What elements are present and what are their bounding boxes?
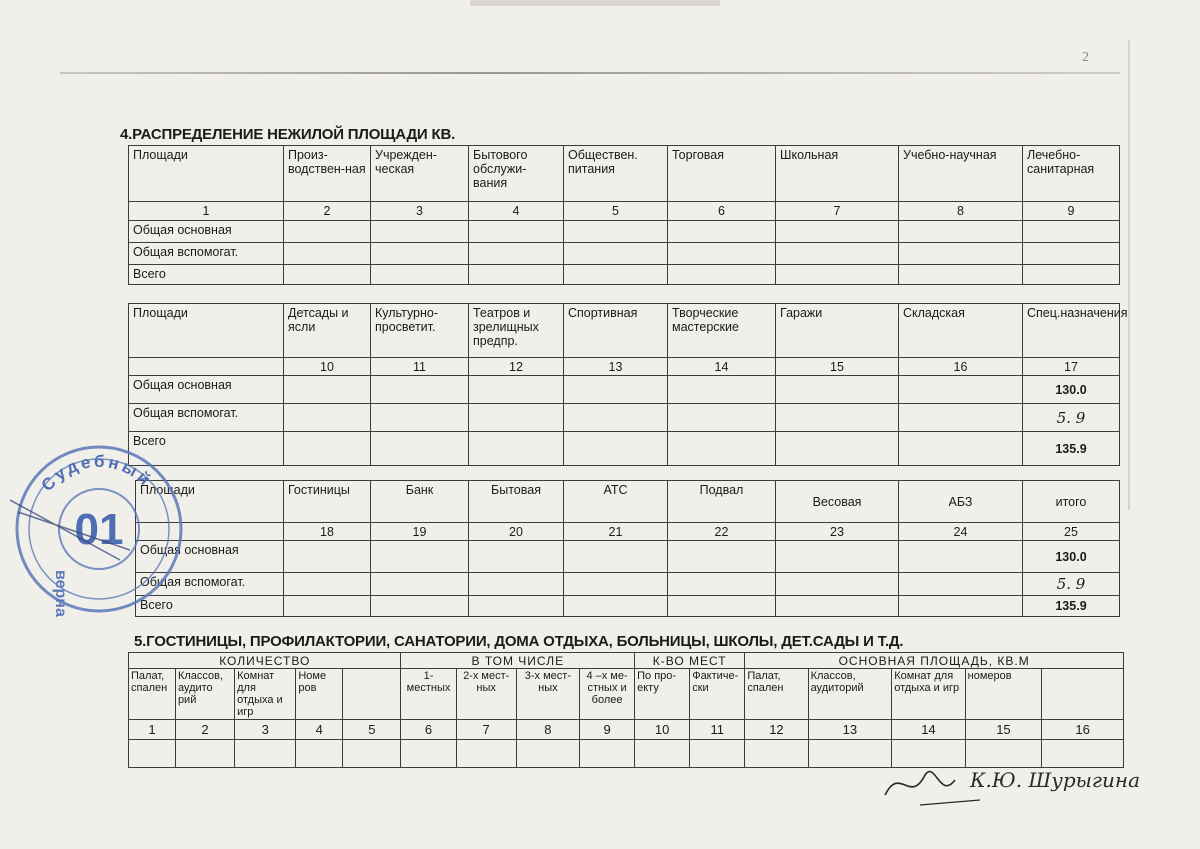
certification-side-text xyxy=(36,560,69,700)
t3-value-auxiliary: 5. 9 xyxy=(1023,573,1120,596)
t2-col-number: 13 xyxy=(564,358,668,376)
t3-col-number: 21 xyxy=(564,523,668,541)
t2-col-number: 15 xyxy=(776,358,899,376)
t1-header-consumer-services: Бытового обслужи-вания xyxy=(469,146,564,202)
t2-col-number: 17 xyxy=(1023,358,1120,376)
table-row xyxy=(136,596,1120,617)
table-row xyxy=(129,404,1120,432)
t4-col-number: 6 xyxy=(401,720,456,740)
t1-header-institutional: Учрежден-ческая xyxy=(371,146,469,202)
t4-col-number: 1 xyxy=(129,720,176,740)
t2-header-areas: Площади xyxy=(129,304,284,358)
table3-number-row xyxy=(136,523,1120,541)
t2-header-workshops: Творческие мастерские xyxy=(668,304,776,358)
stamp-center-number: 01 xyxy=(74,505,124,554)
t4-col-number: 11 xyxy=(690,720,745,740)
t4-subheader: 3-х мест-ных xyxy=(516,669,579,720)
nonresidential-table-1 xyxy=(128,145,1120,285)
table1-number-row xyxy=(129,202,1120,221)
t3-header-bank: Банк xyxy=(371,481,469,523)
t4-subheader: Номе ров xyxy=(296,669,343,720)
t3-col-number: 23 xyxy=(776,523,899,541)
t2-col-number: 11 xyxy=(371,358,469,376)
table1-header-row xyxy=(129,146,1120,202)
corner-number: 2 xyxy=(1082,50,1089,65)
t3-value-main: 130.0 xyxy=(1023,541,1120,573)
t3-value-total: 135.9 xyxy=(1023,596,1120,617)
handwritten-signature xyxy=(880,755,1141,815)
side-verification-text: верна xyxy=(52,570,69,617)
row-label-main: Общая основная xyxy=(136,541,284,573)
row-label-total: Всего xyxy=(129,432,284,466)
t1-col-number: 5 xyxy=(564,202,668,221)
table-row xyxy=(129,221,1120,243)
section4-title: 4.РАСПРЕДЕЛЕНИЕ НЕЖИЛОЙ ПЛОЩАДИ КВ. xyxy=(120,126,456,143)
row-label-main: Общая основная xyxy=(129,376,284,404)
t2-col-number xyxy=(129,358,284,376)
group-main-area: ОСНОВНАЯ ПЛОЩАДЬ, КВ.М xyxy=(745,653,1124,669)
t4-subheader: Палат, спален xyxy=(129,669,176,720)
nonresidential-table-2 xyxy=(128,303,1128,466)
t4-col-number: 16 xyxy=(1042,720,1124,740)
t4-col-number: 14 xyxy=(892,720,965,740)
t4-subheader: Фактиче-ски xyxy=(690,669,745,720)
table-row xyxy=(136,573,1120,596)
t1-col-number: 6 xyxy=(668,202,776,221)
t2-value-auxiliary: 5. 9 xyxy=(1023,404,1120,432)
t1-col-number: 8 xyxy=(899,202,1023,221)
t2-header-warehouse: Складская xyxy=(899,304,1023,358)
t4-col-number: 13 xyxy=(808,720,892,740)
t4-subheader: Комнат для отдыха и игр xyxy=(892,669,965,720)
table4-subheader-row xyxy=(129,669,1124,720)
t4-col-number: 10 xyxy=(635,720,690,740)
t4-subheader: Комнат для отдыха и игр xyxy=(235,669,296,720)
t2-value-main: 130.0 xyxy=(1023,376,1120,404)
table4-number-row xyxy=(129,720,1124,740)
t2-value-total: 135.9 xyxy=(1023,432,1120,466)
t4-col-number: 2 xyxy=(175,720,234,740)
table4-group-row xyxy=(129,653,1124,669)
t4-subheader: Классов, аудито рий xyxy=(175,669,234,720)
t3-col-number: 19 xyxy=(371,523,469,541)
t4-col-number: 5 xyxy=(343,720,401,740)
group-including: В ТОМ ЧИСЛЕ xyxy=(401,653,635,669)
t2-col-number: 14 xyxy=(668,358,776,376)
t3-header-hotels: Гостиницы xyxy=(284,481,371,523)
t3-header-basement: Подвал xyxy=(668,481,776,523)
t4-col-number: 7 xyxy=(456,720,516,740)
stamp-ring-text: Судебный xyxy=(37,451,157,495)
t2-col-number: 16 xyxy=(899,358,1023,376)
t1-header-trade: Торговая xyxy=(668,146,776,202)
nonresidential-table-3 xyxy=(135,480,1120,617)
t4-col-number: 15 xyxy=(965,720,1042,740)
group-places: К-ВО МЕСТ xyxy=(635,653,745,669)
t3-col-number: 25 xyxy=(1023,523,1120,541)
t4-subheader: Палат, спален xyxy=(745,669,808,720)
t1-header-school: Школьная xyxy=(776,146,899,202)
row-label-total: Всего xyxy=(129,265,284,285)
row-label-auxiliary: Общая вспомогат. xyxy=(136,573,284,596)
t4-col-number: 9 xyxy=(580,720,635,740)
t4-subheader: номеров xyxy=(965,669,1042,720)
t1-header-medical: Лечебно-санитарная xyxy=(1023,146,1120,202)
t2-header-kindergartens: Детсады и ясли xyxy=(284,304,371,358)
t1-col-number: 4 xyxy=(469,202,564,221)
t4-subheader: 2-х мест-ных xyxy=(456,669,516,720)
group-quantity: КОЛИЧЕСТВО xyxy=(129,653,401,669)
t2-header-cultural: Культурно-просветит. xyxy=(371,304,469,358)
table2-number-row xyxy=(129,358,1120,376)
table-row xyxy=(136,541,1120,573)
facilities-table xyxy=(128,652,1124,768)
t3-col-number: 22 xyxy=(668,523,776,541)
table-row xyxy=(129,432,1120,466)
table2-header-row xyxy=(129,304,1120,358)
t4-col-number: 4 xyxy=(296,720,343,740)
t4-subheader: 4 –х ме-стных и более xyxy=(580,669,635,720)
t3-col-number: 20 xyxy=(469,523,564,541)
row-label-total: Всего xyxy=(136,596,284,617)
t2-header-sports: Спортивная xyxy=(564,304,668,358)
signature-text: К.Ю. Шурыгина xyxy=(970,768,1141,792)
scan-top-mark xyxy=(470,0,720,6)
t4-subheader: Классов, аудиторий xyxy=(808,669,892,720)
section5-title: 5.ГОСТИНИЦЫ, ПРОФИЛАКТОРИИ, САНАТОРИИ, ДОМА ОТДЫХА, БОЛЬНИЦЫ, ШКОЛЫ, ДЕТ.САДЫ И Т.Д. xyxy=(134,633,904,650)
t3-header-abz: АБЗ xyxy=(899,481,1023,523)
scan-fold-line xyxy=(60,72,1120,74)
t4-subheader: По про-екту xyxy=(635,669,690,720)
t1-col-number: 3 xyxy=(371,202,469,221)
t2-header-garages: Гаражи xyxy=(776,304,899,358)
t1-header-production: Произ-водствен-ная xyxy=(284,146,371,202)
t1-header-educational: Учебно-научная xyxy=(899,146,1023,202)
t1-col-number: 1 xyxy=(129,202,284,221)
t2-col-number: 12 xyxy=(469,358,564,376)
t4-col-number: 3 xyxy=(235,720,296,740)
t4-col-number: 12 xyxy=(745,720,808,740)
t3-header-household: Бытовая xyxy=(469,481,564,523)
t3-col-number: 18 xyxy=(284,523,371,541)
t4-col-number: 8 xyxy=(516,720,579,740)
t1-header-catering: Обществен. питания xyxy=(564,146,668,202)
table-row xyxy=(129,376,1120,404)
t1-col-number: 9 xyxy=(1023,202,1120,221)
table-row xyxy=(129,265,1120,285)
table-row xyxy=(129,243,1120,265)
t1-col-number: 7 xyxy=(776,202,899,221)
t1-header-areas: Площади xyxy=(129,146,284,202)
row-label-auxiliary: Общая вспомогат. xyxy=(129,404,284,432)
row-label-main: Общая основная xyxy=(129,221,284,243)
t3-col-number: 24 xyxy=(899,523,1023,541)
t4-subheader xyxy=(1042,669,1124,720)
t2-header-theaters: Театров и зрелищных предпр. xyxy=(469,304,564,358)
t4-subheader xyxy=(343,669,401,720)
t4-subheader: 1-местных xyxy=(401,669,456,720)
t2-header-special: Спец.назначения xyxy=(1023,304,1120,358)
scan-edge-line xyxy=(1128,40,1130,510)
t1-col-number: 2 xyxy=(284,202,371,221)
t3-header-weighing: Весовая xyxy=(776,481,899,523)
t2-col-number: 10 xyxy=(284,358,371,376)
table3-header-row xyxy=(136,481,1120,523)
t3-header-total: итого xyxy=(1023,481,1120,523)
t3-header-areas: Площади xyxy=(136,481,284,523)
t3-header-ats: АТС xyxy=(564,481,668,523)
row-label-auxiliary: Общая вспомогат. xyxy=(129,243,284,265)
